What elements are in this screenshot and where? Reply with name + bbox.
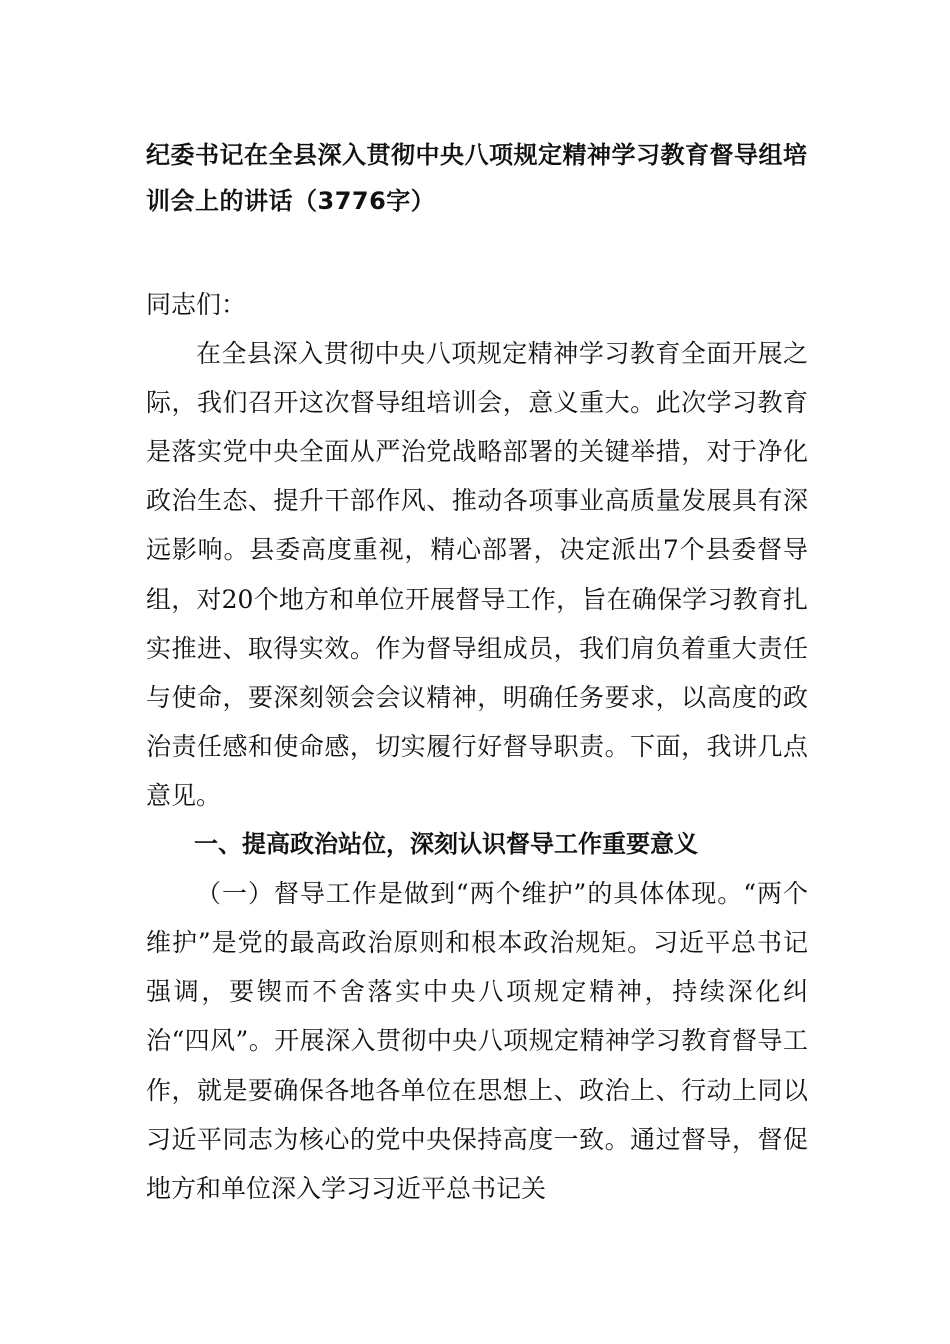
document-title: 纪委书记在全县深入贯彻中央八项规定精神学习教育督导组培训会上的讲话（3776字） [146, 141, 808, 215]
subsection-paragraph: （一）督导工作是做到“两个维护”的具体体现。“两个维护”是党的最高政治原则和根本政治规矩。习近平总书记强调，要锲而不舍落实中央八项规定精神，持续深化纠治“四风”。开展深入贯彻中央八项规定精神学习教育督导工作，就是要确保各地各单位在思想上、政治上、行动上同以习近平同志为核心的党中央保持高度一致。通过督导，督促地方和单位深入学习习近平总书记关 [146, 879, 808, 1203]
document-body [146, 280, 808, 1213]
intro-paragraph: 在全县深入贯彻中央八项规定精神学习教育全面开展之际，我们召开这次督导组培训会，意义重大。此次学习教育是落实党中央全面从严治党战略部署的关键举措，对于净化政治生态、提升干部作风、推动各项事业高质量发展具有深远影响。县委高度重视，精心部署，决定派出7个县委督导组，对20个地方和单位开展督导工作，旨在确保学习教育扎实推进、取得实效。作为督导组成员，我们肩负着重大责任与使命，要深刻领会会议精神，明确任务要求，以高度的政治责任感和使命感，切实履行好督导职责。下面，我讲几点意见。 [146, 339, 808, 810]
section-heading: 一、提高政治站位，深刻认识督导工作重要意义 [194, 830, 698, 859]
salutation: 同志们： [146, 290, 247, 319]
